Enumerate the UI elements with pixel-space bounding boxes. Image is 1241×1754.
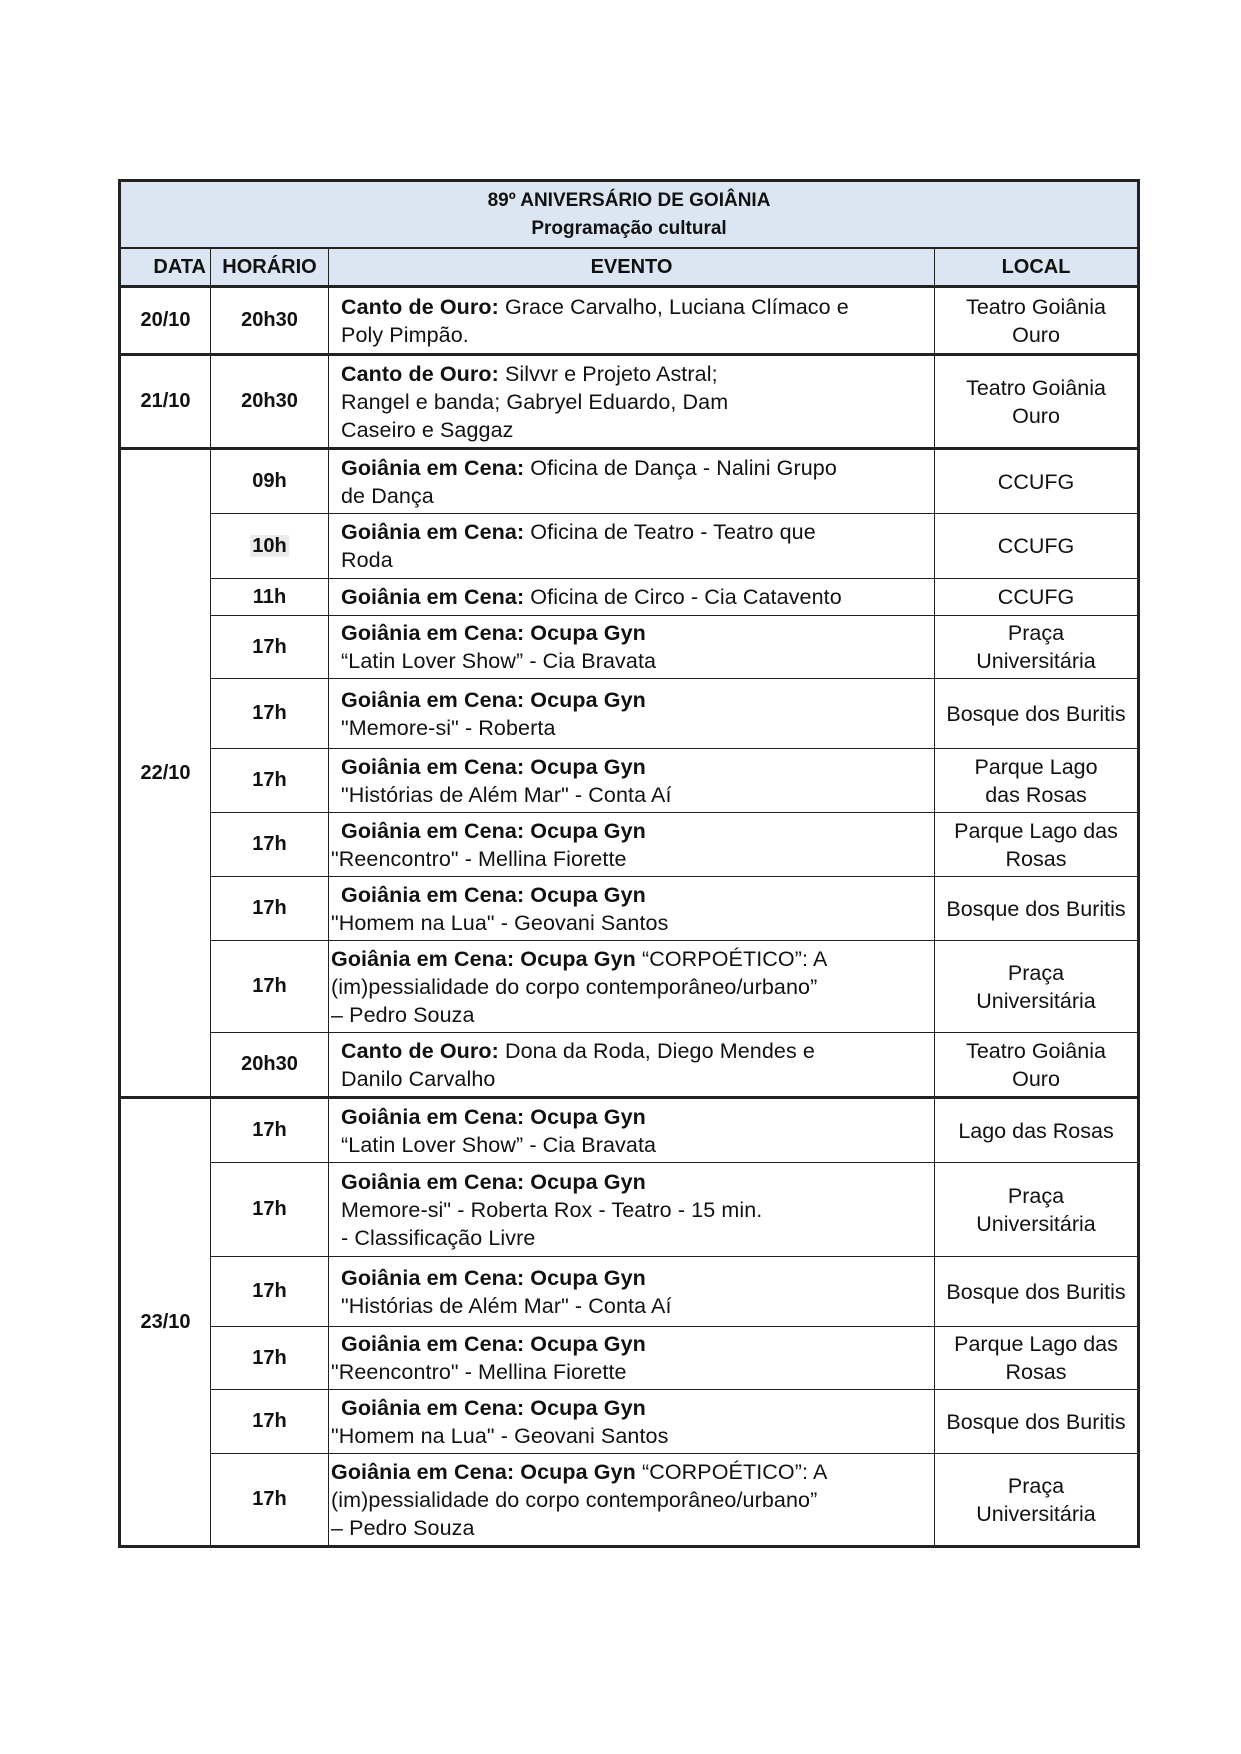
event-series: Canto de Ouro:	[341, 294, 499, 319]
event-line: (im)pessialidade do corpo contemporâneo/urbano”	[331, 1487, 818, 1512]
time-cell	[211, 813, 329, 877]
table-row	[120, 579, 1139, 616]
local-line: das Rosas	[985, 782, 1087, 807]
local-cell	[935, 679, 1139, 749]
event-line	[341, 881, 928, 909]
event-line: "Homem na Lua" - Geovani Santos	[331, 1423, 669, 1448]
time-value: 17h	[252, 635, 287, 658]
table-row	[120, 749, 1139, 813]
time-cell	[211, 1327, 329, 1390]
local-line: Parque Lago das	[954, 1332, 1118, 1356]
local-line: CCUFG	[997, 469, 1075, 494]
event-line: “Latin Lover Show” - Cia Bravata	[341, 1132, 657, 1157]
event-line: Danilo Carvalho	[341, 1066, 496, 1091]
event-line: "Homem na Lua" - Geovani Santos	[331, 910, 669, 935]
local-line: Parque Lago das	[954, 818, 1118, 843]
time-value: 20h30	[241, 390, 298, 412]
time-cell	[211, 579, 329, 616]
date-cell: 21/10	[120, 355, 211, 449]
event-series: Canto de Ouro:	[341, 361, 499, 386]
event-line	[341, 518, 928, 546]
event-cell	[329, 877, 935, 941]
column-header-horario: HORÁRIO	[211, 248, 329, 287]
event-cell	[329, 1257, 935, 1327]
event-line	[341, 454, 928, 482]
event-series: Goiânia em Cena: Ocupa Gyn	[341, 1104, 646, 1129]
table-row	[120, 616, 1139, 679]
time-cell	[211, 1454, 329, 1547]
date-cell: 22/10	[120, 449, 211, 1098]
local-line: Praça	[1007, 1473, 1065, 1498]
time-value: 17h	[252, 1410, 287, 1432]
event-series: Goiânia em Cena: Ocupa Gyn	[341, 818, 646, 843]
event-cell	[329, 749, 935, 813]
event-cell	[329, 1098, 935, 1163]
table-row	[120, 1163, 1139, 1257]
time-cell	[211, 355, 329, 449]
local-line: Universitária	[976, 649, 1096, 673]
event-line	[341, 1264, 928, 1292]
event-series: Goiânia em Cena: Ocupa Gyn	[341, 882, 646, 907]
event-line	[341, 1168, 928, 1196]
time-value: 17h	[252, 833, 287, 855]
event-line	[341, 583, 928, 611]
time-cell	[211, 449, 329, 514]
event-detail: Oficina de Dança - Nalini Grupo	[524, 455, 837, 480]
table-row	[120, 1033, 1139, 1098]
event-line: "Reencontro" - Mellina Fiorette	[331, 1360, 627, 1384]
event-line: Rangel e banda; Gabryel Eduardo, Dam	[341, 389, 729, 414]
local-line: Universitária	[976, 988, 1096, 1013]
event-cell	[329, 616, 935, 679]
event-cell	[329, 1327, 935, 1390]
local-line: Praça	[1007, 621, 1065, 645]
event-line	[341, 753, 928, 781]
event-series: Goiânia em Cena: Ocupa Gyn	[341, 1265, 646, 1290]
local-cell	[935, 514, 1139, 579]
event-series: Goiânia em Cena:	[341, 455, 525, 480]
local-cell	[935, 1257, 1139, 1327]
time-value: 17h	[252, 1119, 287, 1141]
time-cell	[211, 287, 329, 355]
local-cell	[935, 1390, 1139, 1454]
table-row	[120, 449, 1139, 514]
event-line: - Classificação Livre	[341, 1225, 536, 1250]
local-cell	[935, 941, 1139, 1033]
event-cell	[329, 679, 935, 749]
local-cell	[935, 616, 1139, 679]
local-line: Ouro	[1012, 403, 1060, 428]
event-cell	[329, 941, 935, 1033]
event-series: Goiânia em Cena: Ocupa Gyn	[341, 1395, 646, 1420]
local-line: Universitária	[976, 1211, 1096, 1236]
event-line: Caseiro e Saggaz	[341, 417, 514, 442]
event-cell	[329, 1033, 935, 1098]
event-line	[341, 360, 928, 388]
event-line: (im)pessialidade do corpo contemporâneo/urbano”	[331, 974, 818, 999]
event-cell	[329, 813, 935, 877]
local-line: Ouro	[1012, 322, 1060, 347]
local-line: CCUFG	[997, 585, 1075, 609]
table-row	[120, 1257, 1139, 1327]
table-row	[120, 287, 1139, 355]
event-line: de Dança	[341, 483, 434, 508]
local-line: Bosque dos Buritis	[946, 1409, 1126, 1434]
table-row	[120, 514, 1139, 579]
local-cell	[935, 579, 1139, 616]
local-cell	[935, 877, 1139, 941]
event-series: Goiânia em Cena: Ocupa Gyn	[331, 946, 636, 971]
event-line: "Histórias de Além Mar" - Conta Aí	[341, 1293, 672, 1318]
local-line: Bosque dos Buritis	[946, 1279, 1126, 1304]
table-row	[120, 1098, 1139, 1163]
event-series: Goiânia em Cena: Ocupa Gyn	[341, 1332, 646, 1356]
time-value: 17h	[252, 975, 287, 997]
document-subtitle: Programação cultural	[531, 217, 727, 239]
event-line	[331, 945, 928, 973]
time-cell	[211, 1098, 329, 1163]
table-row	[120, 1390, 1139, 1454]
table-row	[120, 1454, 1139, 1547]
event-line: “Latin Lover Show” - Cia Bravata	[341, 649, 657, 673]
time-value: 17h	[252, 1488, 287, 1510]
time-cell	[211, 749, 329, 813]
local-cell	[935, 355, 1139, 449]
time-cell	[211, 1257, 329, 1327]
table-row	[120, 941, 1139, 1033]
local-line: Bosque dos Buritis	[946, 701, 1126, 726]
event-line	[341, 619, 928, 647]
event-series: Goiânia em Cena:	[341, 520, 525, 544]
time-value: 11h	[252, 585, 287, 608]
time-cell	[211, 1033, 329, 1098]
event-line: Memore-si" - Roberta Rox - Teatro - 15 min.	[341, 1197, 763, 1222]
event-cell	[329, 1454, 935, 1547]
event-series: Goiânia em Cena: Ocupa Gyn	[331, 1459, 636, 1484]
event-series: Goiânia em Cena: Ocupa Gyn	[341, 687, 646, 712]
local-line: Parque Lago	[974, 754, 1098, 779]
event-detail: Oficina de Teatro - Teatro que	[524, 520, 816, 544]
event-line	[331, 1458, 928, 1486]
event-cell	[329, 579, 935, 616]
time-cell	[211, 941, 329, 1033]
table-row	[120, 813, 1139, 877]
table-row	[120, 355, 1139, 449]
event-line	[341, 817, 928, 845]
event-line: "Histórias de Além Mar" - Conta Aí	[341, 782, 672, 807]
event-detail: “CORPOÉTICO”: A	[635, 946, 828, 971]
date-cell: 23/10	[120, 1098, 211, 1547]
schedule-table	[118, 179, 1140, 1548]
time-value: 10h	[252, 534, 287, 557]
time-value: 17h	[252, 702, 287, 724]
event-cell	[329, 1163, 935, 1257]
event-cell	[329, 355, 935, 449]
time-cell	[211, 514, 329, 579]
local-line: Praça	[1007, 960, 1065, 985]
event-line	[341, 293, 928, 321]
table-row	[120, 1327, 1139, 1390]
time-cell	[211, 616, 329, 679]
time-cell	[211, 679, 329, 749]
schedule-sheet	[118, 179, 1137, 1548]
time-value: 17h	[252, 769, 287, 791]
local-cell	[935, 449, 1139, 514]
local-cell	[935, 1163, 1139, 1257]
event-line	[341, 1330, 928, 1358]
event-detail: Grace Carvalho, Luciana Clímaco e	[498, 294, 849, 319]
column-header-evento: EVENTO	[329, 248, 935, 287]
event-detail: Oficina de Circo - Cia Catavento	[524, 585, 842, 609]
time-value: 17h	[252, 1346, 287, 1369]
time-value: 20h30	[241, 309, 298, 331]
table-title	[120, 181, 1139, 249]
time-value: 09h	[252, 470, 287, 492]
time-value: 17h	[252, 897, 287, 919]
event-line	[341, 1394, 928, 1422]
event-series: Goiânia em Cena: Ocupa Gyn	[341, 621, 646, 645]
event-detail: Silvvr e Projeto Astral;	[498, 361, 718, 386]
time-cell	[211, 1163, 329, 1257]
event-series: Goiânia em Cena: Ocupa Gyn	[341, 754, 646, 779]
table-row	[120, 679, 1139, 749]
time-value: 17h	[252, 1280, 287, 1302]
time-value: 20h30	[241, 1053, 298, 1075]
local-line: CCUFG	[997, 534, 1075, 558]
local-cell	[935, 1098, 1139, 1163]
local-line: Lago das Rosas	[958, 1118, 1114, 1143]
event-detail: “CORPOÉTICO”: A	[635, 1459, 828, 1484]
local-line: Praça	[1007, 1183, 1065, 1208]
time-cell	[211, 877, 329, 941]
table-row	[120, 877, 1139, 941]
local-line: Bosque dos Buritis	[946, 896, 1126, 921]
time-value: 17h	[252, 1198, 287, 1220]
event-series: Canto de Ouro:	[341, 1038, 499, 1063]
local-cell	[935, 1327, 1139, 1390]
event-cell	[329, 449, 935, 514]
title-row	[120, 181, 1139, 249]
local-cell	[935, 749, 1139, 813]
event-detail: Dona da Roda, Diego Mendes e	[498, 1038, 815, 1063]
event-cell	[329, 1390, 935, 1454]
local-cell	[935, 813, 1139, 877]
local-line: Universitária	[976, 1501, 1096, 1526]
local-line: Teatro Goiânia	[966, 375, 1106, 400]
time-cell	[211, 1390, 329, 1454]
document-title: 89º ANIVERSÁRIO DE GOIÂNIA	[487, 189, 771, 211]
local-cell	[935, 287, 1139, 355]
local-line: Teatro Goiânia	[966, 1038, 1106, 1063]
column-header-row	[120, 248, 1139, 287]
event-line: "Memore-si" - Roberta	[341, 715, 556, 740]
event-line: Roda	[341, 548, 393, 572]
local-line: Rosas	[1005, 846, 1067, 871]
local-line: Rosas	[1005, 1360, 1067, 1384]
date-cell: 20/10	[120, 287, 211, 355]
local-line: Ouro	[1012, 1066, 1060, 1091]
schedule-body	[120, 287, 1139, 1547]
event-line	[341, 1037, 928, 1065]
event-line	[341, 1103, 928, 1131]
event-series: Goiânia em Cena:	[341, 585, 525, 609]
local-line: Teatro Goiânia	[966, 294, 1106, 319]
local-cell	[935, 1454, 1139, 1547]
event-line: Poly Pimpão.	[341, 322, 469, 347]
event-line: – Pedro Souza	[331, 1515, 475, 1540]
column-header-data: DATA	[120, 248, 211, 287]
event-line	[341, 686, 928, 714]
column-header-local: LOCAL	[935, 248, 1139, 287]
event-cell	[329, 514, 935, 579]
event-cell	[329, 287, 935, 355]
event-line: – Pedro Souza	[331, 1002, 475, 1027]
local-cell	[935, 1033, 1139, 1098]
event-series: Goiânia em Cena: Ocupa Gyn	[341, 1169, 646, 1194]
event-line: "Reencontro" - Mellina Fiorette	[331, 846, 627, 871]
